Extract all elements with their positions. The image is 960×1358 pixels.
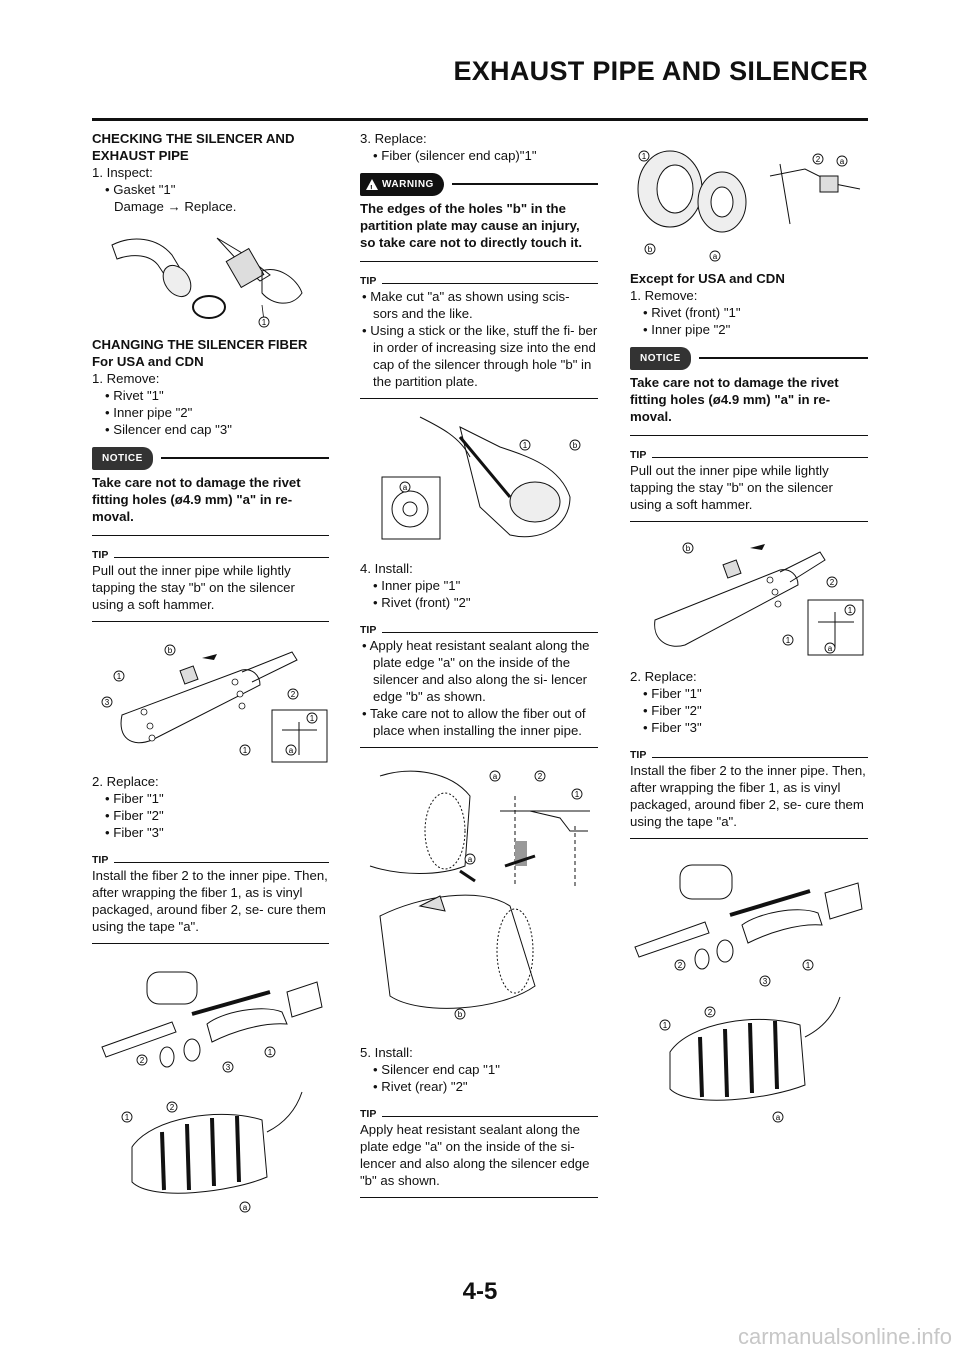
- footer-watermark: carmanualsonline.info: [737, 1324, 952, 1349]
- warning-text: The edges of the holes "b" in the partition plate may cause an injury, so take care not to directly touch it.: [360, 201, 583, 250]
- callout-label: 1: [116, 672, 122, 681]
- callout-label: b: [167, 646, 173, 655]
- figure-fiber-parts-2: [630, 847, 868, 1137]
- notice-box: [630, 348, 868, 436]
- figure-end-cap: [630, 134, 868, 262]
- tip-label: TIP: [92, 854, 109, 866]
- tip-box: [92, 851, 329, 944]
- notice-badge: NOTICE: [92, 447, 153, 470]
- list-item: • Using a stick or the like, stuff the fi- ber in order of increasing size into the end cap of the silencer through hole "b" in the partition plate.: [362, 323, 598, 389]
- callout-label: 2: [815, 155, 821, 164]
- notice-badge: NOTICE: [630, 347, 691, 370]
- step-install: 4. Install:: [360, 561, 413, 576]
- step-remove: 1. Remove:: [92, 371, 160, 386]
- tip-text: Pull out the inner pipe while lightly tapping the stay "b" on the silencer using a soft hammer.: [630, 463, 833, 512]
- callout-label: 2: [707, 1008, 713, 1017]
- callout-label: 1: [805, 961, 811, 970]
- step-remove: 1. Remove:: [630, 288, 698, 303]
- list-item: • Fiber "2": [643, 703, 702, 718]
- tip-text: Pull out the inner pipe while lightly tapping the stay "b" on the silencer using a soft hammer.: [92, 563, 295, 612]
- list-item: • Fiber (silencer end cap)"1": [373, 148, 537, 163]
- tip-box: [360, 1105, 598, 1198]
- callout-label: a: [288, 746, 294, 755]
- page-number: 4-5: [462, 1278, 498, 1305]
- callout-label: 3: [225, 1063, 231, 1072]
- callout-label: 1: [662, 1021, 668, 1030]
- callout-label: 2: [290, 690, 296, 699]
- callout-label: 1: [242, 746, 248, 755]
- list-item: • Inner pipe "2": [643, 322, 731, 337]
- step-install2: 5. Install:: [360, 1045, 413, 1060]
- list-item: • Rivet "1": [105, 388, 164, 403]
- figure-silencer-remove: [92, 630, 329, 765]
- callout-label: 1: [267, 1048, 273, 1057]
- step-replace: 2. Replace:: [92, 774, 159, 789]
- tip-label: TIP: [630, 749, 647, 761]
- list-item: • Rivet (front) "2": [373, 595, 471, 610]
- list-item: • Fiber "2": [105, 808, 164, 823]
- tip-box: [92, 546, 329, 622]
- tip-label: TIP: [92, 549, 109, 561]
- callout-label: a: [402, 483, 408, 492]
- list-item: • Inner pipe "1": [373, 578, 461, 593]
- callout-label: 1: [522, 441, 528, 450]
- tip-text: Install the fiber 2 to the inner pipe. Then, after wrapping the fiber 1, as is vinyl packaged, around fiber 2, se- cure them using the tape "a".: [630, 763, 866, 829]
- list-item: • Silencer end cap "1": [373, 1062, 500, 1077]
- callout-label: 3: [762, 977, 768, 986]
- callout-label: 2: [139, 1056, 145, 1065]
- notice-text: Take care not to damage the rivet fitting holes (ø4.9 mm) "a" in re- moval.: [92, 475, 301, 524]
- list-item: • Fiber "1": [105, 791, 164, 806]
- tip-label: TIP: [360, 624, 377, 636]
- column-middle: [360, 130, 598, 1204]
- tip-label: TIP: [360, 275, 377, 287]
- column-left: [92, 130, 329, 1230]
- figure-silencer-remove-2: [630, 530, 868, 660]
- callout-label: a: [775, 1113, 781, 1122]
- callout-label: 2: [677, 961, 683, 970]
- warning-badge: ! WARNING: [360, 173, 444, 196]
- callout-label: b: [685, 544, 691, 553]
- inspect-action: Damage → Replace.: [114, 199, 237, 214]
- list-item: • Rivet (front) "1": [643, 305, 741, 320]
- list-item: • Gasket "1": [105, 182, 176, 197]
- section-title-checking: CHECKING THE SILENCER AND EXHAUST PIPE: [92, 131, 295, 163]
- callout-label: 2: [829, 578, 835, 587]
- callout-label: a: [492, 772, 498, 781]
- callout-label: 1: [124, 1113, 130, 1122]
- step-replace: 2. Replace:: [630, 669, 697, 684]
- callout-label: b: [572, 441, 578, 450]
- tip-box: [360, 621, 598, 748]
- callout-label: 2: [169, 1103, 175, 1112]
- tip-box: [360, 272, 598, 399]
- callout-label: 1: [847, 606, 853, 615]
- list-item: • Inner pipe "2": [105, 405, 193, 420]
- callout-label: a: [712, 252, 718, 261]
- page-title: EXHAUST PIPE AND SILENCER: [453, 56, 868, 86]
- list-item: • Fiber "3": [105, 825, 164, 840]
- callout-label: 2: [537, 772, 543, 781]
- list-item: • Fiber "3": [643, 720, 702, 735]
- callout-label: a: [467, 855, 473, 864]
- section-title-changing: CHANGING THE SILENCER FIBER: [92, 337, 308, 352]
- callout-label: 1: [261, 318, 267, 327]
- tip-label: TIP: [360, 1108, 377, 1120]
- tip-text: Apply heat resistant sealant along the plate edge "a" on the inside of the si- lencer and also along the silencer edge "b" as shown.: [360, 1122, 590, 1188]
- callout-label: 1: [574, 790, 580, 799]
- figure-gasket: [92, 223, 329, 328]
- callout-label: a: [827, 644, 833, 653]
- column-right: [630, 130, 868, 1145]
- warning-box: [360, 174, 598, 262]
- tip-text: Install the fiber 2 to the inner pipe. Then, after wrapping the fiber 1, as is vinyl packaged, around fiber 2, se- cure them using the tape "a".: [92, 868, 328, 934]
- title-rule: [92, 118, 868, 121]
- callout-label: b: [457, 1010, 463, 1019]
- figure-sealant: [360, 756, 598, 1036]
- list-item: • Take care not to allow the fiber out of place when installing the inner pipe.: [362, 706, 586, 738]
- subsection-usa: For USA and CDN: [92, 354, 204, 369]
- step-inspect: 1. Inspect:: [92, 165, 153, 180]
- callout-label: 1: [785, 636, 791, 645]
- subsection-except-usa: Except for USA and CDN: [630, 271, 785, 286]
- tip-box: [630, 446, 868, 522]
- callout-label: 1: [309, 714, 315, 723]
- callout-label: b: [647, 245, 653, 254]
- step-replace: 3. Replace:: [360, 131, 427, 146]
- callout-label: a: [242, 1203, 248, 1212]
- list-item: • Make cut "a" as shown using scis- sors and the like.: [362, 289, 570, 321]
- notice-text: Take care not to damage the rivet fitting holes (ø4.9 mm) "a" in re- moval.: [630, 375, 839, 424]
- figure-fiber-parts: [92, 952, 329, 1222]
- notice-box: [92, 448, 329, 536]
- list-item: • Fiber "1": [643, 686, 702, 701]
- callout-label: a: [839, 157, 845, 166]
- callout-label: 1: [641, 152, 647, 161]
- list-item: • Silencer end cap "3": [105, 422, 232, 437]
- tip-label: TIP: [630, 449, 647, 461]
- warning-icon: [366, 179, 378, 190]
- tip-box: [630, 746, 868, 839]
- callout-label: 3: [104, 698, 110, 707]
- figure-stuff-fiber: [360, 407, 598, 552]
- list-item: • Rivet (rear) "2": [373, 1079, 468, 1094]
- list-item: • Apply heat resistant sealant along the plate edge "a" on the inside of the silencer and also along the si- lencer edge "b" as shown.: [362, 638, 590, 704]
